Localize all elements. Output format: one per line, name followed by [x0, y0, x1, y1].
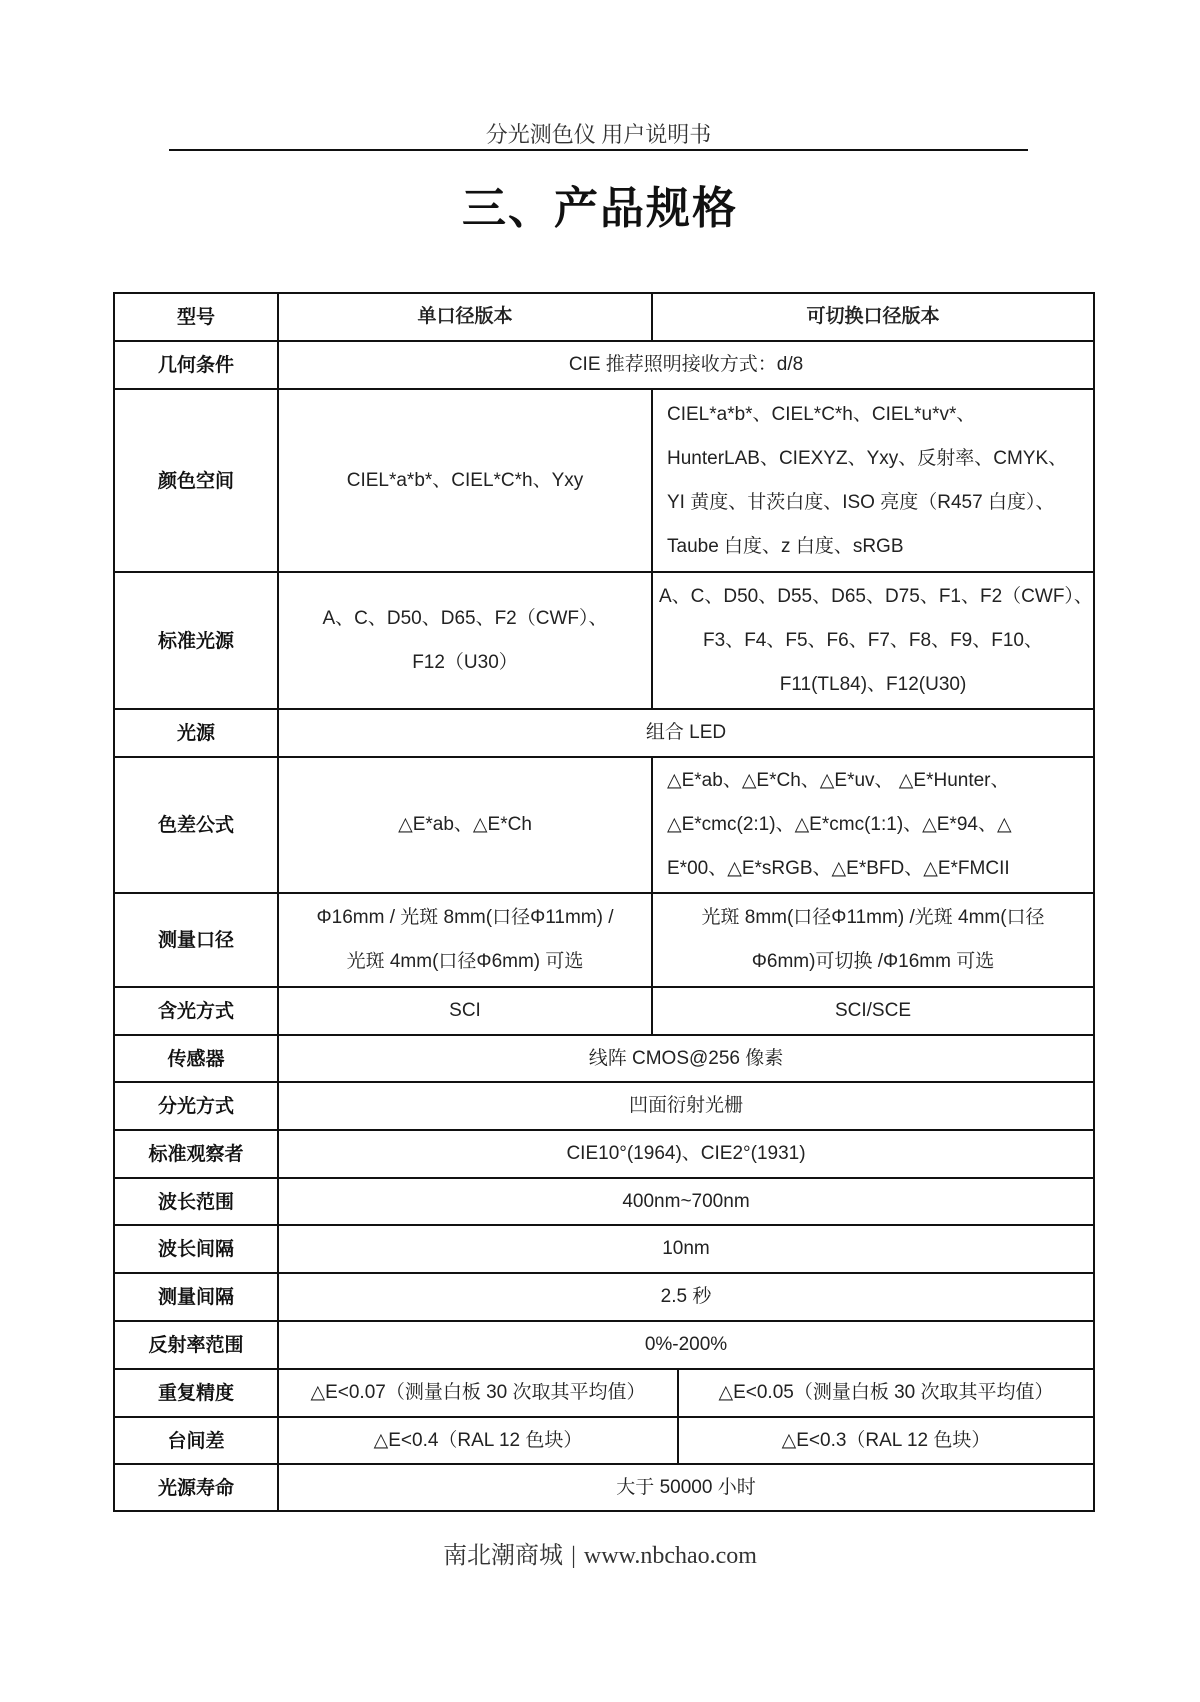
- spec-row: [114, 987, 1094, 1035]
- spec-value: [278, 1273, 1094, 1321]
- cell-text-line: F3、F4、F5、F6、F7、F8、F9、F10、: [703, 629, 1043, 651]
- spec-label: 波长范围: [114, 1178, 278, 1225]
- cell-text-line: △E<0.07（测量白板 30 次取其平均值）: [310, 1382, 646, 1403]
- cell-text-line: CIE 推荐照明接收方式：d/8: [568, 354, 804, 375]
- cell-text-line: Φ6mm)可切换 /Φ16mm 可选: [751, 951, 995, 972]
- spec-value-switchable: [652, 293, 1094, 341]
- spec-row: [114, 1321, 1094, 1369]
- cell-text-line: SCI/SCE: [834, 1000, 912, 1021]
- footer-site-name: 南北潮商城: [443, 1543, 564, 1569]
- spec-value: [278, 1130, 1094, 1178]
- spec-value: [278, 1035, 1094, 1082]
- spec-label: 标准光源: [114, 572, 278, 709]
- cell-text-line: 光斑 8mm(口径Φ11mm) /光斑 4mm(口径: [701, 907, 1045, 928]
- spec-label: 颜色空间: [114, 389, 278, 572]
- spec-value-single: [278, 572, 652, 709]
- cell-text-line: 凹面衍射光栅: [629, 1095, 744, 1116]
- cell-text-line: CIE10°(1964)、CIE2°(1931): [566, 1143, 806, 1164]
- footer-separator: |: [571, 1543, 576, 1569]
- spec-row: [114, 572, 1094, 709]
- cell-text-line: 光斑 4mm(口径Φ6mm) 可选: [346, 951, 584, 972]
- cell-text-line: CIEL*a*b*、CIEL*C*h、Yxy: [346, 469, 584, 491]
- cell-text-line: 大于 50000 小时: [616, 1476, 756, 1498]
- cell-text-line: 2.5 秒: [660, 1286, 712, 1307]
- footer: [0, 1535, 1200, 1570]
- spec-label: 重复精度: [114, 1369, 278, 1417]
- spec-label: 波长间隔: [114, 1225, 278, 1273]
- cell-text-line: E*00、△E*sRGB、△E*BFD、△E*FMCII: [667, 858, 1010, 879]
- spec-label: 传感器: [114, 1035, 278, 1082]
- spec-row: [114, 1035, 1094, 1082]
- spec-row: [114, 293, 1094, 341]
- cell-text-line: △E<0.3（RAL 12 色块）: [781, 1429, 991, 1451]
- spec-value-single: [278, 1417, 678, 1464]
- cell-text-line: △E*ab、△E*Ch: [398, 814, 532, 835]
- spec-row: [114, 1130, 1094, 1178]
- spec-label: 测量口径: [114, 893, 278, 987]
- spec-value-single: [278, 757, 652, 893]
- spec-value: [278, 1225, 1094, 1273]
- spec-label: 型号: [114, 293, 278, 341]
- cell-text-line: 400nm~700nm: [622, 1190, 750, 1212]
- footer-url[interactable]: www.nbchao.com: [583, 1543, 757, 1569]
- spec-table: [113, 292, 1095, 1512]
- spec-label: 光源: [114, 709, 278, 757]
- spec-value-single: [278, 293, 652, 341]
- page-title: 三、产品规格: [462, 183, 738, 234]
- spec-value-switchable: [652, 572, 1094, 709]
- spec-label: 反射率范围: [114, 1321, 278, 1369]
- running-header: 分光测色仪 用户说明书: [169, 122, 1028, 151]
- spec-label: 含光方式: [114, 987, 278, 1035]
- spec-value: [278, 341, 1094, 389]
- spec-row: [114, 709, 1094, 757]
- spec-value-switchable: [652, 893, 1094, 987]
- spec-row: [114, 389, 1094, 572]
- spec-value-switchable: [678, 1417, 1094, 1464]
- spec-value: [278, 1321, 1094, 1369]
- cell-text-line: 0%-200%: [644, 1334, 728, 1355]
- spec-value-single: [278, 893, 652, 987]
- cell-text-line: 单口径版本: [417, 306, 513, 327]
- spec-row: [114, 757, 1094, 893]
- cell-text-line: 组合 LED: [645, 722, 727, 743]
- spec-value-switchable: [652, 389, 1094, 572]
- cell-text-line: A、C、D50、D55、D65、D75、F1、F2（CWF）、: [659, 585, 1093, 607]
- spec-label: 几何条件: [114, 341, 278, 389]
- spec-value-single: [278, 987, 652, 1035]
- spec-row: [114, 1464, 1094, 1511]
- cell-text-line: HunterLAB、CIEXYZ、Yxy、反射率、CMYK、: [667, 447, 1068, 469]
- spec-row: [114, 341, 1094, 389]
- cell-text-line: △E*ab、△E*Ch、△E*uv、 △E*Hunter、: [667, 770, 1010, 791]
- spec-row: [114, 1082, 1094, 1130]
- spec-value-single: [278, 1369, 678, 1417]
- cell-text-line: △E*cmc(2:1)、△E*cmc(1:1)、△E*94、△: [667, 814, 1012, 835]
- spec-value-switchable: [652, 987, 1094, 1035]
- spec-row: [114, 1369, 1094, 1417]
- cell-text-line: 10nm: [662, 1238, 710, 1259]
- spec-value-switchable: [678, 1369, 1094, 1417]
- spec-row: [114, 893, 1094, 987]
- cell-text-line: 线阵 CMOS@256 像素: [588, 1047, 784, 1069]
- spec-value: [278, 709, 1094, 757]
- cell-text-line: Taube 白度、z 白度、sRGB: [667, 535, 904, 557]
- cell-text-line: △E<0.4（RAL 12 色块）: [373, 1429, 583, 1451]
- cell-text-line: 可切换口径版本: [806, 306, 940, 327]
- spec-value: [278, 1178, 1094, 1225]
- spec-row: [114, 1178, 1094, 1225]
- spec-value: [278, 1082, 1094, 1130]
- cell-text-line: YI 黄度、甘茨白度、ISO 亮度（R457 白度）、: [667, 491, 1055, 513]
- spec-row: [114, 1417, 1094, 1464]
- spec-label: 标准观察者: [114, 1130, 278, 1178]
- cell-text-line: A、C、D50、D65、F2（CWF）、: [322, 607, 608, 629]
- spec-value-single: [278, 389, 652, 572]
- spec-label: 测量间隔: [114, 1273, 278, 1321]
- cell-text-line: Φ16mm / 光斑 8mm(口径Φ11mm) /: [316, 907, 614, 928]
- spec-row: [114, 1225, 1094, 1273]
- cell-text-line: △E<0.05（测量白板 30 次取其平均值）: [718, 1382, 1054, 1403]
- spec-label: 色差公式: [114, 757, 278, 893]
- spec-label: 分光方式: [114, 1082, 278, 1130]
- cell-text-line: SCI: [449, 1000, 481, 1021]
- cell-text-line: F12（U30）: [412, 651, 518, 673]
- spec-label: 台间差: [114, 1417, 278, 1464]
- cell-text-line: CIEL*a*b*、CIEL*C*h、CIEL*u*v*、: [667, 403, 976, 425]
- spec-value-switchable: [652, 757, 1094, 893]
- cell-text-line: F11(TL84)、F12(U30): [779, 673, 967, 695]
- spec-label: 光源寿命: [114, 1464, 278, 1511]
- spec-row: [114, 1273, 1094, 1321]
- spec-value: [278, 1464, 1094, 1511]
